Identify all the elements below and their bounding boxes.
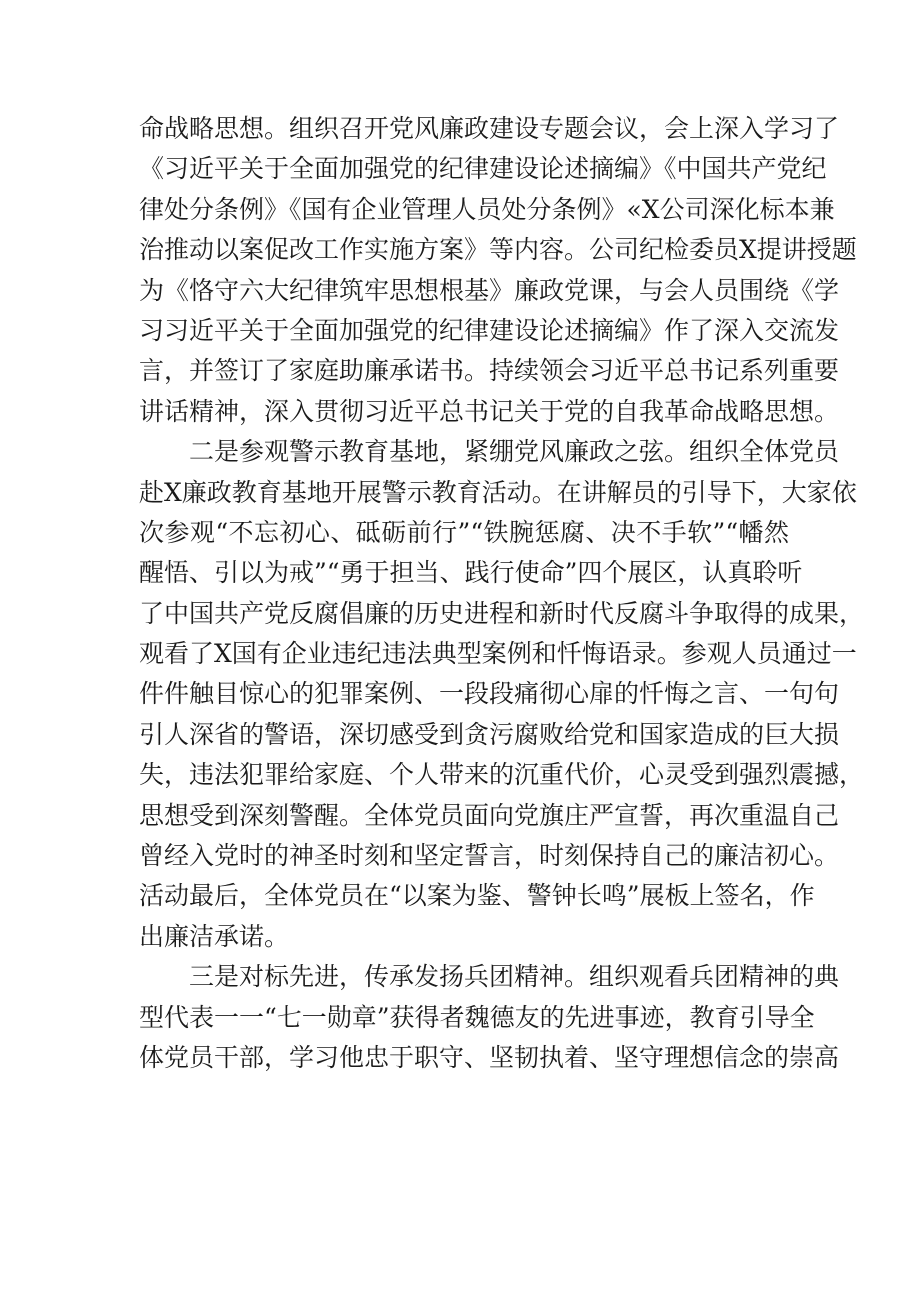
text-line: 失，违法犯罪给家庭、个人带来的沉重代价，心灵受到强烈震撼， xyxy=(139,760,865,790)
text-line: 思想受到深刻警醒。全体党员面向党旗庄严宣誓，再次重温自己 xyxy=(139,800,840,830)
text-line: 次参观“不忘初心、砥砺前行”“铁腕惩腐、决不手软”“幡然 xyxy=(139,517,789,547)
text-line: 型代表一一“七一勋章”获得者魏德友的先进事迹，教育引导全 xyxy=(139,1002,815,1032)
text-line: 活动最后，全体党员在“以案为鉴、警钟长鸣”展板上签名，作 xyxy=(139,881,815,911)
text-line: 《习近平关于全面加强党的纪律建设论述摘编》《中国共产党纪 xyxy=(139,154,827,184)
text-line: 习习近平关于全面加强党的纪律建设论述摘编》作了深入交流发 xyxy=(139,315,840,345)
paragraph-heading-line: 三是对标先进，传承发扬兵团精神。组织观看兵团精神的典 xyxy=(189,962,840,992)
text-line: 引人深省的警语，深切感受到贪污腐败给党和国家造成的巨大损 xyxy=(139,719,840,749)
document-body xyxy=(139,109,865,1078)
text-line: 律处分条例》《国有企业管理人员处分条例》«X公司深化标本兼 xyxy=(139,194,835,224)
text-line: 观看了X国有企业违纪违法典型案例和忏悔语录。参观人员通过一 xyxy=(139,639,857,669)
text-line: 讲话精神，深入贯彻习近平总书记关于党的自我革命战略思想。 xyxy=(139,396,840,426)
text-line: 赴X廉政教育基地开展警示教育活动。在讲解员的引导下，大家依 xyxy=(139,477,857,507)
text-line: 体党员干部，学习他忠于职守、坚韧执着、坚守理想信念的崇高 xyxy=(139,1042,840,1072)
text-line: 曾经入党时的神圣时刻和坚定誓言，时刻保持自己的廉洁初心。 xyxy=(139,841,840,871)
text-line: 件件触目惊心的犯罪案例、一段段痛彻心扉的忏悔之言、一句句 xyxy=(139,679,840,709)
text-line: 命战略思想。组织召开党风廉政建设专题会议，会上深入学习了 xyxy=(139,114,840,143)
text-line: 治推动以案促改工作实施方案》等内容。公司纪检委员X提讲授题 xyxy=(139,235,857,265)
paragraph-heading-line: 二是参观警示教育基地，紧绷党风廉政之弦。组织全体党员 xyxy=(189,437,840,467)
text-line: 醒悟、引以为戒”“勇于担当、践行使命”四个展区，认真聆听 xyxy=(139,558,803,588)
text-line: 为《恪守六大纪律筑牢思想根基》廉政党课，与会人员围绕《学 xyxy=(139,275,840,305)
text-line: 出廉洁承诺。 xyxy=(139,921,290,951)
text-line: 言，并签订了家庭助廉承诺书。持续领会习近平总书记系列重要 xyxy=(139,356,840,386)
text-line: 了中国共产党反腐倡廉的历史进程和新时代反腐斗争取得的成果， xyxy=(139,598,865,628)
